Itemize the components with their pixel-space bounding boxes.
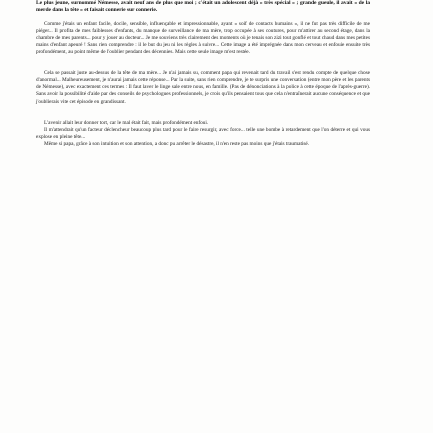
- paragraph-future: L'avenir allait leur donner tort, car le mal était fait, mais profondément enfoui.: [44, 119, 209, 126]
- paragraph-family-secret: Cela se passait juste au-dessus de la tête de ma mère... Je n'ai jamais su, comment papa qui revenait tard du travail s'est rendu compte de quelque chose d'anormal... Malheureusement, je n'aurai jamais cette réponse... Par la suite, sans rien comprendre, je te surpris une conversation (entre mon père et les parents de Némesse), avec exactement ces termes : Il faut laver le linge sale entre nous, en famille. (Pas de dénonciations à la police à cette époque de l'après-guerre). Sans avoir la possibilité d'aide par des conseils de psychologues professionnels, je crois qu'ils pensaient tous que cela n'entraînerait aucune conséquence et que j'oublierais vite cet épisode en grandissant.: [36, 70, 370, 105]
- paragraph-spacer: [36, 106, 370, 120]
- text-column: [36, 0, 370, 148]
- paragraph-childhood: Comme j'étais un enfant facile, docile, sensible, influençable et impressionnable, ayant « soif de contacts humains », il ne fut pas très difficile de me piéger... Il profita de mes faiblesses d'enfants, du manque de surveillance de ma mère, trop occupée à ses coutures, pour m'attirer au second étage, dans la chambre de mes parents... pour y jouer au docteur... Je me souviens très clairement des moments où je tenais son zizi tout gonflé et tout chaud dans mes petites mains d'enfant apeuré ! Sans rien comprendre : il le but du jeu ni les règles à suivre... Cette image a été imprégnée dans mon cerveau et enfouie ensuite très profondément, au point même de l'oublier pendant des décennies. Mais cette seule image m'est restée.: [36, 21, 370, 56]
- paragraph-trauma: Même si papa, grâce à son intuition et son attention, a donc pu arrêter le désastre, il n'en reste pas moins que j'étais traumatisé.: [44, 140, 310, 147]
- paragraph-trigger: Il m'attendrait qu'un facteur déclencheur beaucoup plus tard pour le faire resurgir, avec force... telle une bombe à retardement que l'on déterre et qui vous explose en pleine tête...: [36, 126, 370, 140]
- paragraph-spacer: [36, 56, 370, 70]
- paragraph-intro: Le plus jeune, surnommé Némesse, avait neuf ans de plus que moi ; c'était un adolescent déjà « très spécial » ; grande gueule, il avait « de la merde dans la tête » et faisait connerie sur connerie.: [36, 0, 370, 14]
